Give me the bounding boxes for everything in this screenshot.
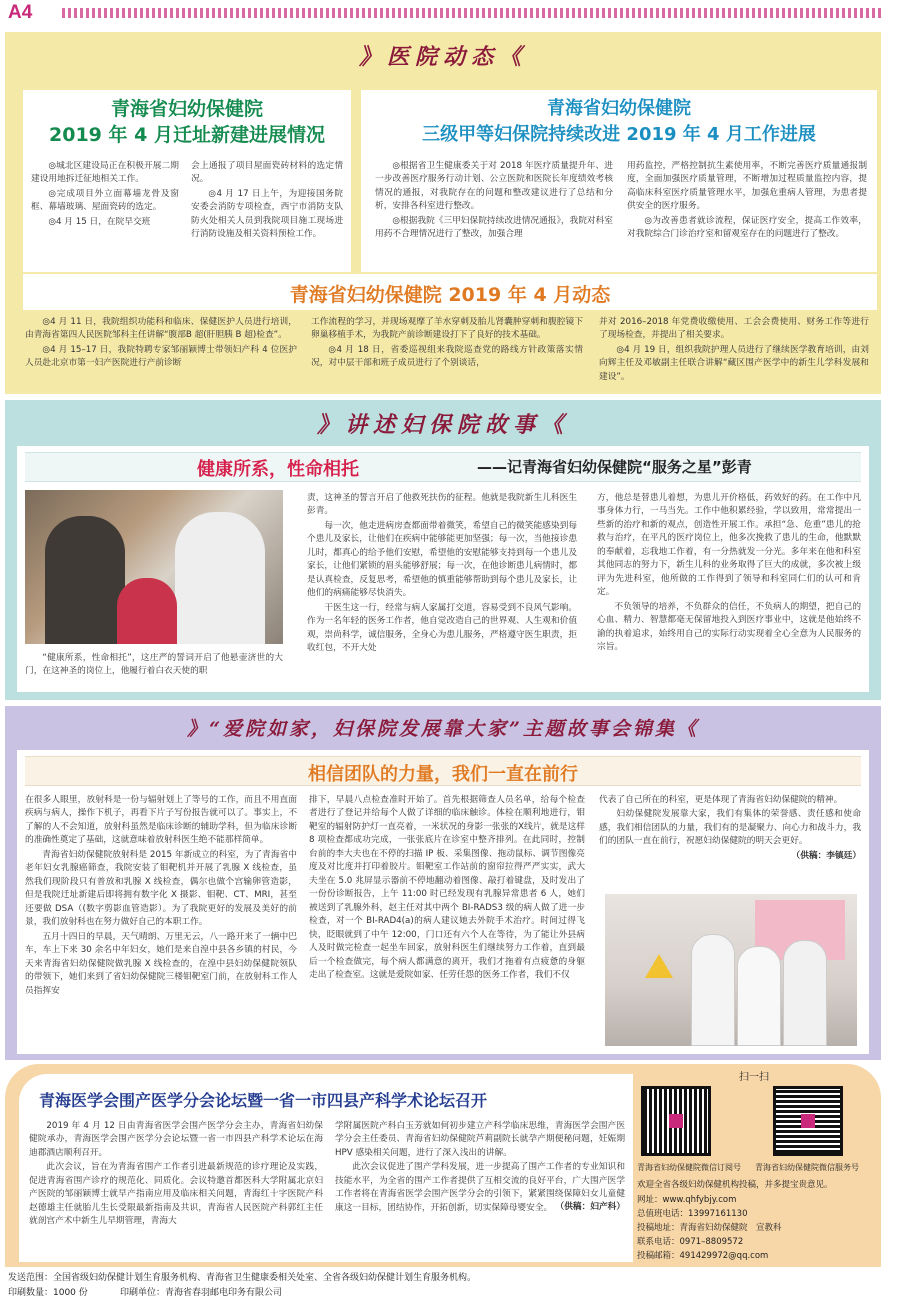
paragraph: 并对 2016–2018 年党费收缴使用、工会会费使用、财务工作等进行了现场检查，并提出了相关要求。 <box>599 317 869 341</box>
paragraph: 方，他总是替患儿着想，为患儿开价格低，药效好的药。在工作中凡事身体力行，一马当先。工作中他积累经验，学以致用，常常提出一些新的治疗和新的观点，创造性开展工作。承担“急、危重”患儿的抢救与治疗，在平凡的医疗岗位上，他多次挽救了患儿的生命，他默默的奉献着，忘我地工作着，有一分热就发一分光。多年来在他和科室其他同志的努力下，新生儿科的业务取得了巨大的成就，多次被上级评为先进科室，他所做的工作得到了领导和科室同仁们的认可和肯定。 <box>597 493 861 598</box>
paragraph: 排下，早晨八点检查准时开始了。首先根据筛查人员名单，给每个检查者进行了登记并给每个人做了详细的临床触诊。体检在顺利地进行，钼靶室的辐射防护灯一直亮着，一米状况的身影一张张的X线片，就是这样 8 项检查都成功完成，一张张底片在诊室中整齐排列。在此同时，控制台前的李大夫也在不停的扫描 IP 板、采集图像、拖动鼠标、调节图像亮度及对比度并打印着胶片。钼靶室工作站前的窗帘拉得严严实实，武大夫坐在 5.0 兆屏显示器前不停地翻动着图像、敲打着键盘，及时发出了一份份诊断报告，上午 11:00 时已经发现有乳腺异常患者 6 人，她们被送到了乳腺外科，赵主任对其中两个 BI-RADS3 级的病人做了进一步检查，对一个 BI-RAD4(a)的病人建议她去外院手术治疗。时间过得飞快，眨眼就到了中午 12:00，门口还有六个人在等待，为了能让外县病人及时做完检查一起坐车回家，放射科医生们继续努力工作着，直到最后一个检查做完，每个病人都满意的离开，我们才拖着有点疲惫的身躯走出了检查室。这就是爱院如家、任劳任怨的医务工作者，我们不仅 <box>309 795 585 981</box>
doctor-photo <box>25 490 283 644</box>
qr-code-service-icon[interactable] <box>773 1086 843 1156</box>
paragraph: ◎完成项目外立面幕墙龙骨及窗框、幕墙玻璃、屋面瓷砖的选定。 <box>31 188 179 213</box>
monthly-col3 <box>599 316 869 385</box>
forum-left <box>19 1074 633 1262</box>
hotline: 总值班电话：13997161130 <box>637 1209 748 1219</box>
paragraph: 干医生这一行，经常与病人家属打交道，容易受到不良风气影响。作为一名年轻的医务工作者，他自觉改造自己的世界观、人生观和价值观，崇尚科学，诚信服务，全身心为患儿服务，严格遵守医生职责，拒收红包，不开大处 <box>307 602 577 654</box>
photo-staff-1 <box>691 934 735 1046</box>
header-pattern <box>62 8 882 18</box>
paragraph: 用药监控，严格控制抗生素使用率，不断完善医疗质量通报制度，全面加强医疗质量管理，不断增加过程质量监控内容，提高临床科室医疗质量管理水平，加强危重病人管理，为患者提供安全的医疗服务。 <box>627 161 867 212</box>
theme-body <box>17 750 869 1054</box>
forum-signature: （供稿：妇产科） <box>555 1202 625 1213</box>
monthly-col2 <box>311 316 583 372</box>
monthly-col1 <box>25 316 297 372</box>
caption-text: “健康所系，性命相托”，这庄严的誓词开启了他悬壶济世的大门，在这神圣的岗位上，他履行着白衣天使的职 <box>25 653 283 677</box>
monthly-title: 青海省妇幼保健院 2019 年 4 月动态 <box>289 284 611 306</box>
website-link[interactable]: 网址：www.qhfybjy.com <box>637 1195 737 1205</box>
paragraph: ◎根据我院《三甲妇保院持续改进情况通报》，我院对科室用药不合理情况进行了整改，加强合理 <box>375 215 613 240</box>
construction-col1 <box>31 160 179 230</box>
forum-headline: 青海医学会围产医学分会论坛暨一省一市四县产科学术论坛召开 <box>39 1091 488 1110</box>
construction-col2 <box>191 160 343 243</box>
grade-a-col2 <box>627 160 867 243</box>
stories-col3 <box>597 492 861 656</box>
qr-center-logo <box>801 1114 815 1128</box>
paragraph: ◎4 月 18 日，省委巡视组来我院巡查党的路线方针政策落实情况，对中层干部和班子成员进行了个别谈话， <box>311 344 583 369</box>
paragraph: 此次会议，旨在为青海省围产工作者引进最新规范的诊疗理论及实践，促进青海省围产诊疗的规范化、同质化。会议特邀首都医科大学附属北京妇产医院的邹丽颖博士就早产指南应用及临床相关问题，青海红十字医院产科赵德雄主任就胎儿生长受限最新指南及共识，青海省人民医院产科郭红主任就剖宫产术中新生儿早期管理，青海大 <box>29 1162 323 1227</box>
photo-child-figure <box>117 578 177 644</box>
scan-label: 扫一扫 <box>739 1072 769 1083</box>
paragraph: 2019 年 4 月 12 日由青海省医学会围产医学分会主办，青海省妇幼保健院承办，青海医学会围产医学分会论坛暨一省一市四县产科学术论坛在海迪郡酒店顺利召开。 <box>29 1121 323 1158</box>
submission-address: 投稿地址：青海省妇幼保健院 宣教科 <box>637 1223 782 1233</box>
construction-title-line1: 青海省妇幼保健院 <box>110 98 263 120</box>
paragraph: 责，这神圣的誓言开启了他救死扶伤的征程。他就是我院新生儿科医生彭青。 <box>307 493 577 517</box>
footer-printer: 印刷单位：青海省春羽邮电印务有限公司 <box>120 1288 283 1298</box>
photo-staff-3 <box>783 940 827 1046</box>
photo-elder-figure <box>45 516 125 644</box>
forum-col1 <box>29 1120 323 1230</box>
stories-banner: 》讲述妇保院故事《 <box>316 412 569 438</box>
monthly-title-box <box>23 272 877 310</box>
theme-signature: （供稿：李镇廷） <box>791 850 861 861</box>
theme-section <box>5 706 881 1060</box>
paragraph: 五月十四日的早晨，天气晴朗、万里无云，八一路开来了一辆中巴车，车上下来 30 余名中年妇女，她们是来自湟中县各乡镇的村民，今天来青海省妇幼保健院做乳腺 X 线检查的，在湟中县妇幼保健院领队的带领下，她们来到了省妇幼保健院三楼钼靶室门前，在放射科工作人员指挥安 <box>25 931 297 996</box>
stories-section <box>5 400 881 700</box>
paragraph: ◎4 月 19 日，组织我院护理人员进行了继续医学教育培训，由刘向辉主任及邓敏副主任联合讲解“藏区围产医学中的新生儿学科发展和建设”。 <box>599 344 869 382</box>
footer-distribution: 发送范围：全国省级妇幼保健计划生育服务机构、青海省卫生健康委相关处室、全省各级妇幼保健计划生育服务机构。 <box>8 1273 477 1283</box>
paragraph: 青海省妇幼保健院放射科是 2015 年新成立的科室，为了青海省中老年妇女乳腺癌筛查，我院安装了钼靶机并开展了乳腺 X 线检查，虽然我们现阶段只有普放和乳腺 X 线检查，偶尔也做个宫输卵管造影，但是我院迁址新建后即将拥有数字化 X 摄影、钼靶、CT、MRI，甚至还要做 DSA（(数字剪影血管造影）。为了我院更好的发展及美好的前景，我们放射科也在努力做好自己的本职工作。 <box>25 849 297 928</box>
paragraph: 工作流程的学习，并现场观摩了羊水穿刺及胎儿肾囊肿穿刺和腹腔镜下卵巢移植手术，为我院产前诊断建设打下了良好的技术基础。 <box>311 317 583 341</box>
paragraph: ◎为改善患者就诊流程，保证医疗安全，提高工作效率，对我院综合门诊治疗室和留观室存在的问题进行了整改。 <box>627 215 867 240</box>
qr2-caption: 青海省妇幼保健院微信服务号 <box>755 1163 859 1172</box>
paragraph: 代表了自己所在的科室，更是体现了青海省妇幼保健院的精神。 <box>599 795 843 805</box>
theme-banner: 》“爱院如家，妇保院发展靠大家”主题故事会锦集《 <box>187 718 699 740</box>
grade-a-title-line1: 青海省妇幼保健院 <box>547 98 691 119</box>
stories-body <box>17 446 869 692</box>
paragraph: 不负领导的培养，不负群众的信任，不负病人的期望，把自己的心血、精力、智慧都毫无保留地投入到医疗事业中，这就是他始终不渝的执着追求，始终用自己的实际行动实现着全心全意为人民服务的宗旨。 <box>597 601 861 653</box>
paragraph: ◎4 月 17 日上午，为迎接国务院安委会消防专项检查，西宁市消防支队防火处相关人员到我院项目施工现场进行消防设施及相关资料预检工作。 <box>191 188 343 240</box>
theme-col3 <box>599 794 861 863</box>
paragraph: 在很多人眼里，放射科是一份与辐射划上了等号的工作，而且不用直面疾病与病人，操作下机子，再看下片子写份报告就可以了。事实上，不了解的人不会知道，放射科虽然是临床诊断的辅助学科，但为临床诊断的准确性奠定了基础，这就意味着放射科医生绝不能那样简单。 <box>25 795 297 846</box>
theme-col2 <box>309 794 585 984</box>
submission-email[interactable]: 投稿邮箱：491429972@qq.com <box>637 1251 769 1261</box>
stories-col2 <box>307 492 577 657</box>
stories-subhead: ——记青海省妇幼保健院“服务之星”彭青 <box>477 458 752 476</box>
photo-doctor-figure <box>175 512 265 644</box>
grade-a-progress-box <box>361 90 877 294</box>
theme-headline: 相信团队的力量，我们一直在前行 <box>308 764 578 785</box>
paragraph: ◎根据省卫生健康委关于对 2018 年医疗质量提升年、进一步改善医疗服务行动计划、公立医院和医院长年度绩效考核情况的通报，对我院存在的问题和整改建议进行了总结和分析，安排各科室进行整改。 <box>375 161 613 212</box>
paragraph: ◎4 月 15 日，在院早交班 <box>48 216 151 227</box>
qr-code-subscription-icon[interactable] <box>641 1086 711 1156</box>
staff-photo <box>605 894 857 1046</box>
forum-section <box>5 1064 881 1267</box>
forum-col2 <box>335 1120 625 1215</box>
theme-col1 <box>25 794 297 999</box>
hospital-news-banner: 》医院动态《 <box>358 44 527 70</box>
paragraph: 此次会议促进了围产学科发展，进一步提高了围产工作者的专业知识和技能水平，为全省的围产工作者提供了互相交流的良好平台，广大围产医学工作者将在青海省医学会围产医学分会的引领下，紧紧围绕保障妇女儿童健康这一目标，团结协作，开拓创新，切实保障母婴安全。 <box>335 1162 625 1213</box>
grade-a-title-line2: 三级甲等妇保院持续改进 2019 年 4 月工作进展 <box>422 124 816 145</box>
paragraph: 每一次，他走进病房查都面带着微笑，希望自己的微笑能感染到每个患儿及家长，让他们在疾病中能够能更加坚强；每一次，当他接诊患儿时，都真心的给予他们安慰，希望他的安慰能够支持到每一个患儿及家长，让他们紧锁的眉头能够舒展；每一次，在他诊断患儿病情时，都是认真检查，反复思考，希望他的慎重能够帮助到每个患儿及家长，让他们的病痛能够尽快消失。 <box>307 520 577 599</box>
stories-headline: 健康所系，性命相托 <box>197 459 359 480</box>
photo-staff-2 <box>737 946 781 1046</box>
photo-caption <box>25 652 283 680</box>
footer-print-count: 印刷数量：1000 份 <box>8 1288 88 1298</box>
construction-title-line2: 2019 年 4 月迁址新建进展情况 <box>49 124 325 146</box>
contribution-welcome: 欢迎全省各级妇幼保健机构投稿，并多提宝贵意见。 <box>637 1180 833 1190</box>
paragraph: ◎城北区建设局正在积极开展二期建设用地拆迁征地相关工作。 <box>31 161 179 185</box>
page-number: A4 <box>8 2 33 23</box>
paragraph: 学附属医院产科白玉芳就如何初步建立产科学临床思维，青海医学会围产医学分会主任委员、青海省妇幼保健院芦莉副院长就孕产期便秘问题，妊娠期 HPV 感染相关问题，进行了深入浅出的讲解。 <box>335 1121 625 1158</box>
qr1-caption: 青海省妇幼保健院微信订阅号 <box>637 1163 741 1172</box>
page-header <box>0 0 900 27</box>
contact-phone: 联系电话：0971–8809572 <box>637 1237 744 1247</box>
paragraph: ◎4 月 15–17 日，我院特聘专家邹丽颖博士带领妇产科 4 位医护人员赴北京市第一妇产医院进行产前诊断 <box>25 344 297 369</box>
contact-panel <box>635 1064 879 1267</box>
grade-a-col1 <box>375 160 613 243</box>
paragraph: 妇幼保健院发展靠大家，我们有集体的荣誉感、责任感和使命感，我们相信团队的力量，我们有的是凝聚力、向心力和战斗力，我们的团队一直在前行，祝愿妇幼保健院的明天会更好。 <box>599 809 861 847</box>
radiation-warning-icon <box>645 954 673 978</box>
paragraph: ◎4 月 11 日，我院组织功能科和临床、保健医护人员进行培训，由青海省第四人民医院邹科主任讲解“腹部B 超(肝胆胰 B 超)检查”。 <box>25 317 297 341</box>
construction-progress-box <box>23 90 351 294</box>
paragraph: 会上通报了项目屋面瓷砖材料的选定情况。 <box>191 161 343 185</box>
hospital-news-section <box>5 32 881 394</box>
qr-center-logo <box>669 1114 683 1128</box>
